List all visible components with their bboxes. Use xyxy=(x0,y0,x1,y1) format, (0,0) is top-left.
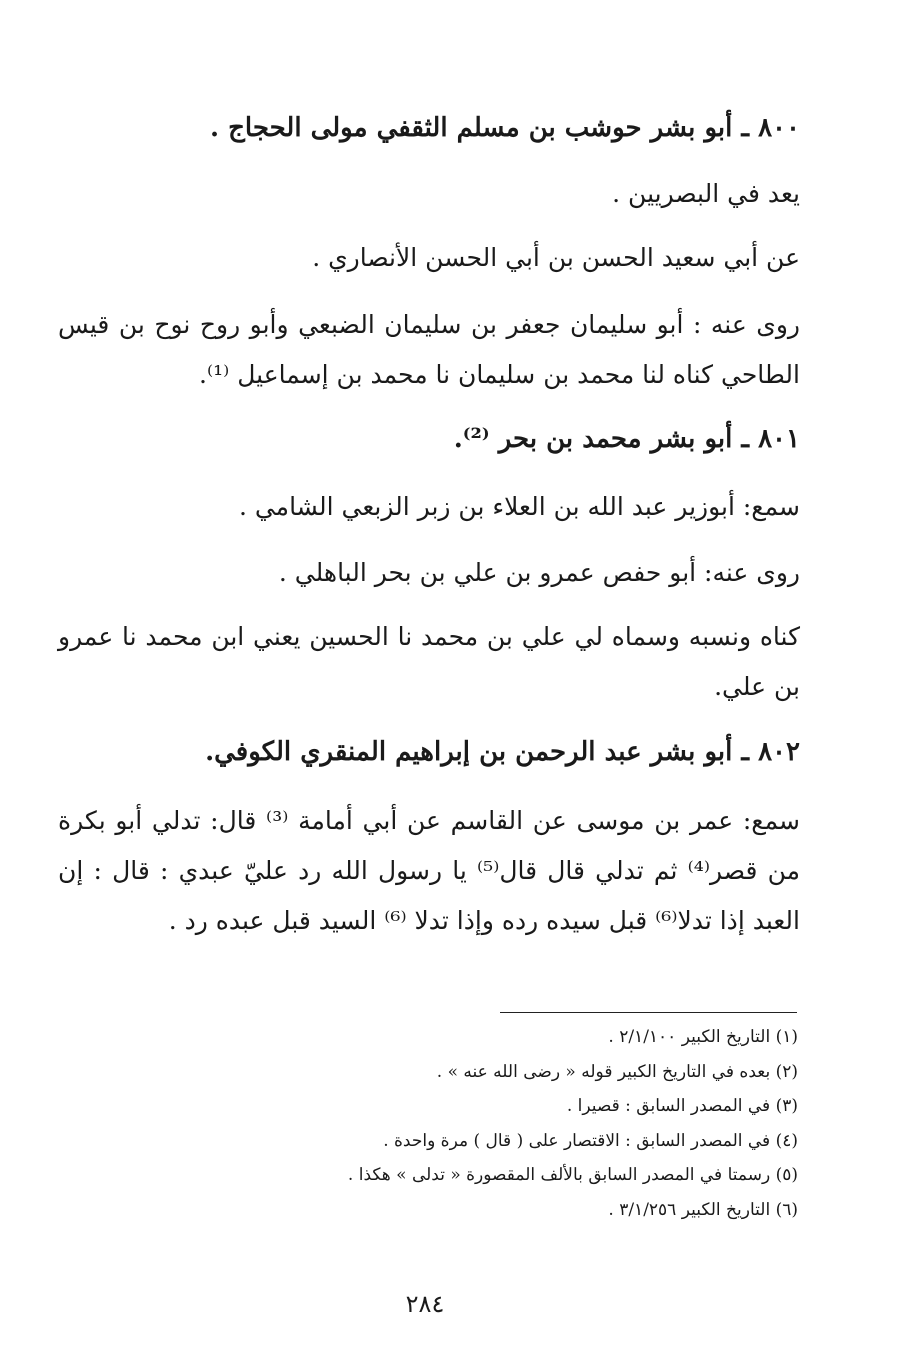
footnote-5: (٥) رسمتا في المصدر السابق بالألف المقصورة « تدلى » هكذا . xyxy=(347,1165,798,1185)
entry-paragraph: روى عنه : أبو سليمان جعفر بن سليمان الضبعي وأبو روح نوح بن قيس الطاحي كناه لنا محمد بن سليمان نا محمد بن إسماعيل ⁽¹⁾. xyxy=(58,310,800,389)
entry-paragraph: كناه ونسبه وسماه لي علي بن محمد نا الحسين يعني ابن محمد نا عمرو بن علي. xyxy=(58,622,800,701)
entry-heading: ٨٠٢ ـ أبو بشر عبد الرحمن بن إبراهيم المنقري الكوفي. xyxy=(205,737,800,767)
entry-801-body xyxy=(58,482,800,532)
footnote-4: (٤) في المصدر السابق : الاقتصار على ( قال ) مرة واحدة . xyxy=(383,1130,798,1151)
entry-801 xyxy=(58,414,800,464)
entry-line: سمع: أبوزير عبد الله بن العلاء بن زبر الزبعي الشامي . xyxy=(238,492,800,521)
entry-802-body xyxy=(58,796,800,946)
entry-line: روى عنه: أبو حفص عمرو بن علي بن بحر الباهلي . xyxy=(278,558,800,587)
entry-paragraph: سمع: عمر بن موسى عن القاسم عن أبي أمامة ⁽³⁾ قال: تدلي أبو بكرة من قصر⁽⁴⁾ ثم تدلي قال قال⁽⁵⁾ يا رسول الله رد عليّ عبدي : قال : إن العبد إذا تدلا⁽⁶⁾ قبل سيده رده وإذا تدلا ⁽⁶⁾ السيد قبل عبده رد . xyxy=(58,806,800,935)
entry-800-body xyxy=(58,233,800,283)
footnote-1: (١) التاريخ الكبير ٢/١/١٠٠ . xyxy=(608,1027,798,1047)
footnote-2: (٢) بعده في التاريخ الكبير قوله « رضى الله عنه » . xyxy=(436,1061,798,1082)
footnote-separator xyxy=(500,1012,797,1013)
entry-line: عن أبي سعيد الحسن بن أبي الحسن الأنصاري . xyxy=(312,243,800,272)
entry-800-body xyxy=(58,169,800,219)
entry-801-body xyxy=(58,612,800,712)
footnote-6: (٦) التاريخ الكبير ٣/١/٢٥٦ . xyxy=(608,1199,798,1220)
page-number: ٢٨٤ xyxy=(405,1290,445,1318)
entry-line: يعد في البصريين . xyxy=(612,179,800,208)
entry-802 xyxy=(58,727,800,777)
entry-heading: ٨٠٠ ـ أبو بشر حوشب بن مسلم الثقفي مولى الحجاج . xyxy=(210,113,800,143)
footnote-3: (٣) في المصدر السابق : قصيرا . xyxy=(566,1096,798,1116)
entry-801-body xyxy=(58,548,800,598)
entry-800-body xyxy=(58,300,800,400)
entry-heading: ٨٠١ ـ أبو بشر محمد بن بحر ⁽²⁾. xyxy=(453,424,800,454)
footnotes xyxy=(200,1020,798,1227)
entry-800 xyxy=(58,103,800,153)
